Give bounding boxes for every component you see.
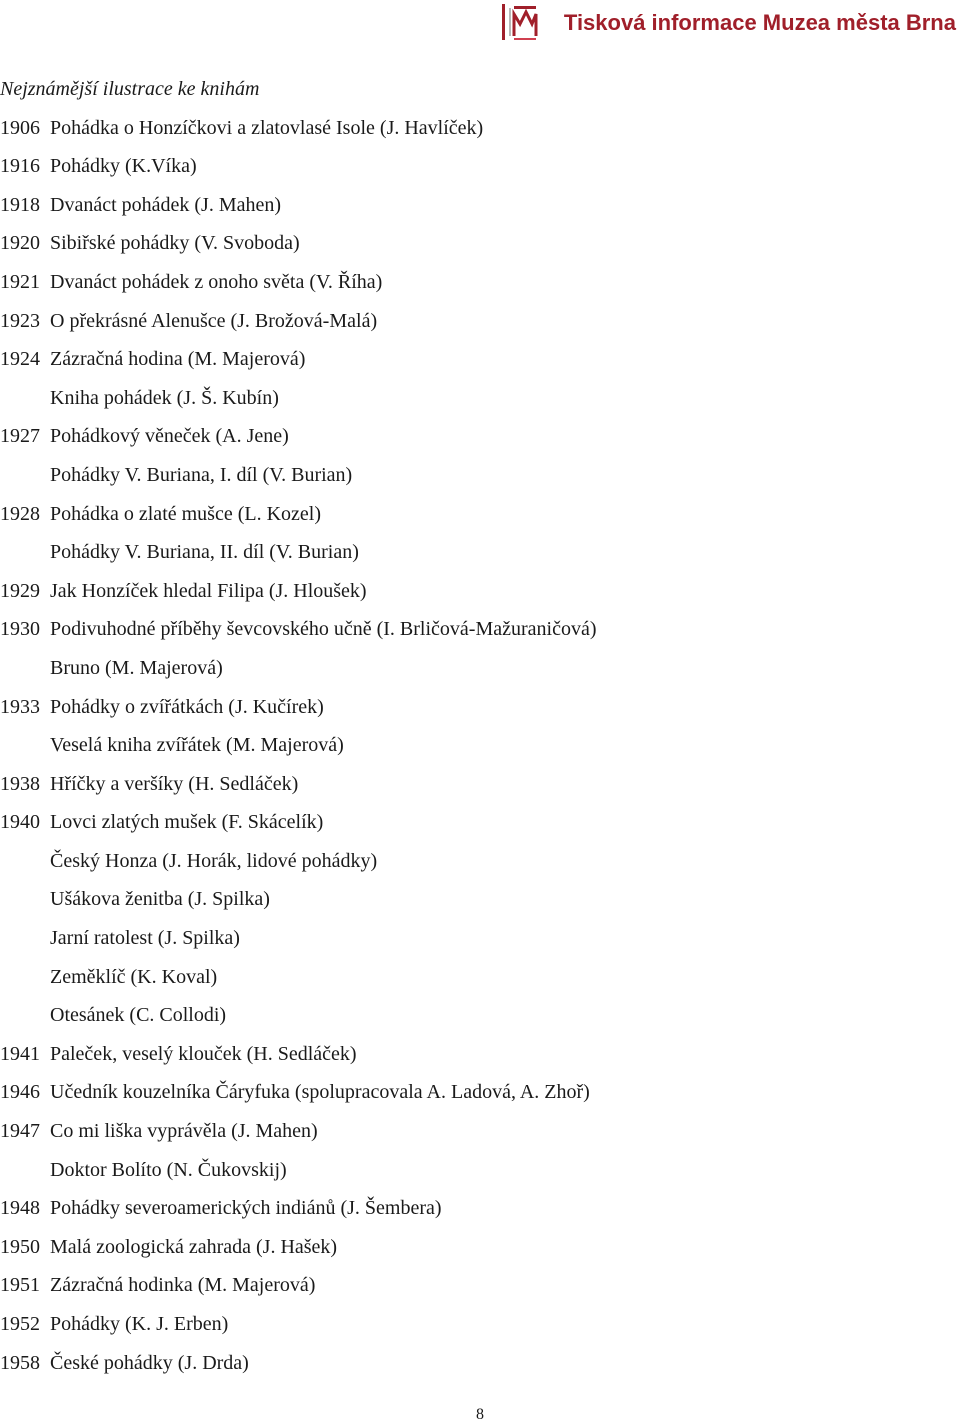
entry-title: Český Honza (J. Horák, lidové pohádky) [50,849,378,872]
entry-title: Dvanáct pohádek z onoho světa (V. Říha) [50,270,383,293]
entry-year: 1921 [0,270,40,293]
entry-title: Pohádka o Honzíčkovi a zlatovlasé Isole (J. Havlíček) [50,116,484,139]
entry-year: 1928 [0,502,40,525]
list-item [0,649,940,688]
list-item [0,340,940,379]
list-item [0,379,940,418]
list-item [0,765,940,804]
entry-title: Co mi liška vyprávěla (J. Mahen) [50,1120,318,1143]
entry-title: Zázračná hodina (M. Majerová) [50,348,306,371]
list-item [0,1073,940,1112]
entry-title: Sibiřské pohádky (V. Svoboda) [50,232,300,255]
list-item [0,533,940,572]
list-item [0,726,940,765]
entry-year: 1929 [0,579,40,602]
list-item [0,688,940,727]
list-item [0,456,940,495]
entry-title: Bruno (M. Majerová) [50,656,223,679]
entry-year: 1951 [0,1274,40,1297]
entry-year [0,919,50,958]
page-number: 8 [476,1406,484,1423]
entry-title: Pohádka o zlaté mušce (L. Kozel) [50,502,322,525]
list-item [0,417,940,456]
entry-title: Učedník kouzelníka Čáryfuka (spolupracovala A. Ladová, A. Zhoř) [50,1081,590,1104]
entry-year: 1946 [0,1081,40,1104]
entry-year [0,726,50,765]
entry-title: Paleček, veselý klouček (H. Sedláček) [50,1042,357,1065]
entry-title: Pohádkový věneček (A. Jene) [50,425,289,448]
entry-year [0,649,50,688]
list-item [0,224,940,263]
entry-title: Doktor Bolíto (N. Čukovskij) [50,1158,287,1181]
entry-title: Pohádky V. Buriana, I. díl (V. Burian) [50,463,353,486]
list-item [0,880,940,919]
entry-year: 1948 [0,1197,40,1220]
list-item [0,1344,940,1383]
list-item [0,186,940,225]
entry-title: Zázračná hodinka (M. Majerová) [50,1274,316,1297]
entry-year: 1927 [0,425,40,448]
entry-year [0,958,50,997]
list-item [0,109,940,148]
list-item [0,1112,940,1151]
entry-title: Podivuhodné příběhy ševcovského učně (I. Brličová-Mažuraničová) [50,618,597,641]
entry-year [0,996,50,1035]
entry-title: Hříčky a veršíky (H. Sedláček) [50,772,299,795]
entry-year: 1941 [0,1042,40,1065]
list-item [0,803,940,842]
list-item [0,1189,940,1228]
list-item [0,1151,940,1190]
entry-title: Jak Honzíček hledal Filipa (J. Hloušek) [50,579,367,602]
entry-year [0,880,50,919]
entry-year [0,842,50,881]
entry-year: 1947 [0,1120,40,1143]
entry-year: 1950 [0,1235,40,1258]
list-item [0,958,940,997]
entry-title: Zeměklíč (K. Koval) [50,965,218,988]
entry-title: Pohádky o zvířátkách (J. Kučírek) [50,695,324,718]
list-item [0,495,940,534]
entry-title: Dvanáct pohádek (J. Mahen) [50,193,282,216]
entry-year: 1930 [0,618,40,641]
entry-year: 1952 [0,1313,40,1335]
entry-title: České pohádky (J. Drda) [50,1351,249,1374]
museum-logo-icon [500,2,542,42]
entry-year: 1920 [0,232,40,255]
entry-year [0,1151,50,1190]
entry-year: 1933 [0,695,40,718]
list-item [0,572,940,611]
page-header [0,0,960,48]
entry-year: 1916 [0,155,40,178]
list-item [0,147,940,186]
document-body [0,70,940,1382]
list-item [0,919,940,958]
list-item [0,302,940,341]
entry-year: 1906 [0,116,40,139]
entry-year [0,456,50,495]
entry-title: Pohádky V. Buriana, II. díl (V. Burian) [50,541,359,564]
list-item [0,1305,940,1344]
entry-year: 1924 [0,348,40,371]
section-title: Nejznámější ilustrace ke knihám [0,78,260,100]
entry-title: Pohádky (K.Víka) [50,155,197,178]
list-item [0,842,940,881]
entry-year: 1923 [0,309,40,332]
entry-title: Lovci zlatých mušek (F. Skácelík) [50,811,324,834]
entry-year [0,379,50,418]
entry-title: Veselá kniha zvířátek (M. Majerová) [50,734,344,757]
entry-year: 1938 [0,772,40,795]
entry-title: Malá zoologická zahrada (J. Hašek) [50,1235,338,1258]
entry-title: Pohádky severoamerických indiánů (J. Šembera) [50,1197,442,1220]
header-title: Tisková informace Muzea města Brna [563,10,956,35]
entry-year [0,533,50,572]
entry-year: 1918 [0,193,40,216]
list-item [0,1035,940,1074]
entry-title: Kniha pohádek (J. Š. Kubín) [50,386,279,409]
list-item [0,1266,940,1305]
illustrations-list [0,109,940,1383]
entry-title: O překrásné Alenušce (J. Brožová-Malá) [50,309,378,332]
list-item [0,263,940,302]
entry-title: Ušákova ženitba (J. Spilka) [50,888,270,911]
entry-title: Otesánek (C. Collodi) [50,1004,227,1027]
entry-title: Pohádky (K. J. Erben) [50,1313,229,1335]
list-item [0,1228,940,1267]
entry-year: 1958 [0,1351,40,1374]
list-item [0,996,940,1035]
entry-year: 1940 [0,811,40,834]
entry-title: Jarní ratolest (J. Spilka) [50,927,240,950]
list-item [0,610,940,649]
